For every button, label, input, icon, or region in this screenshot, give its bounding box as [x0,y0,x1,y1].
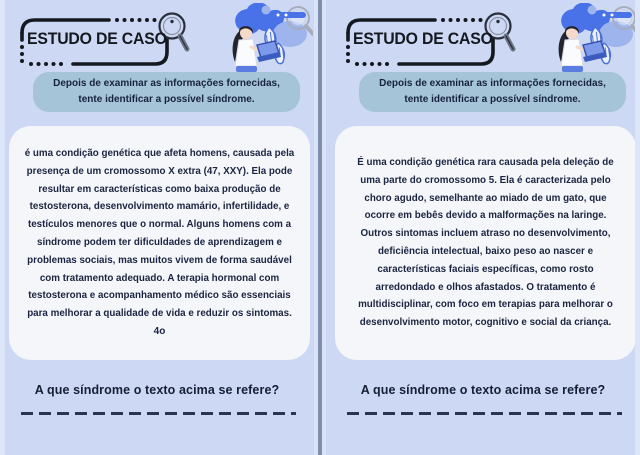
woman-with-laptop-dna-magnifier-icon [221,3,313,75]
panel-title: ESTUDO DE CASO [27,29,167,48]
case-footnote: 4o [153,326,166,338]
researcher-illustration [221,3,313,75]
instruction-text: Depois de examinar as informações fornecidas, tente identificar a possível síndrome. [53,78,280,105]
question-text: A que síndrome o texto acima se refere? [360,383,606,397]
instruction-box [33,72,300,112]
answer-blank-line[interactable] [21,412,296,415]
case-text-card [9,126,310,360]
case-text: É uma condição genética rara causada pela deleção de uma parte do cromossomo 5. Ela é caracterizada pelo choro agudo, semelhante ao miado de um gato, que ocorre em bebês devido a malformações na laringe. Outros sintomas incluem atraso no desenvolvimento, deficiência intelectual, baixo peso ao nascer e características faciais específicas, como rosto arredondado e olhos afastados. O tratamento é multidisciplinar, com foco em terapias para melhorar o desenvolvimento motor, cognitivo e social da criança. [357,156,614,329]
answer-blank-line[interactable] [347,412,622,415]
question-text: A que síndrome o texto acima se refere? [34,383,280,397]
instruction-text: Depois de examinar as informações fornecidas, tente identificar a possível síndrome. [379,78,606,105]
researcher-illustration [547,3,639,75]
case-text: é uma condição genética que afeta homens, causada pela presença de um cromossomo X extra (47, XXY). Ela pode resultar em características como baixa produção de testosterona, desenvolvimento mamário, infertilidade, e testículos menores que o normal. Alguns homens com a síndrome podem ter dificuldades de aprendizagem e problemas sociais, mas muitos vivem de forma saudável com tratamento adequado. A terapia hormonal com testosterona e acompanhamento médico são essenciais para melhorar a qualidade de vida e reduzir os sintomas. [24,147,295,320]
instruction-box [359,72,626,112]
title-badge [12,9,192,69]
title-badge [338,9,518,69]
case-study-panel-left [0,0,314,455]
case-text-card [335,126,636,360]
panel-title: ESTUDO DE CASO [353,29,493,48]
woman-with-laptop-dna-magnifier-icon [547,3,639,75]
panel-divider [314,0,326,455]
case-study-panel-right [326,0,640,455]
